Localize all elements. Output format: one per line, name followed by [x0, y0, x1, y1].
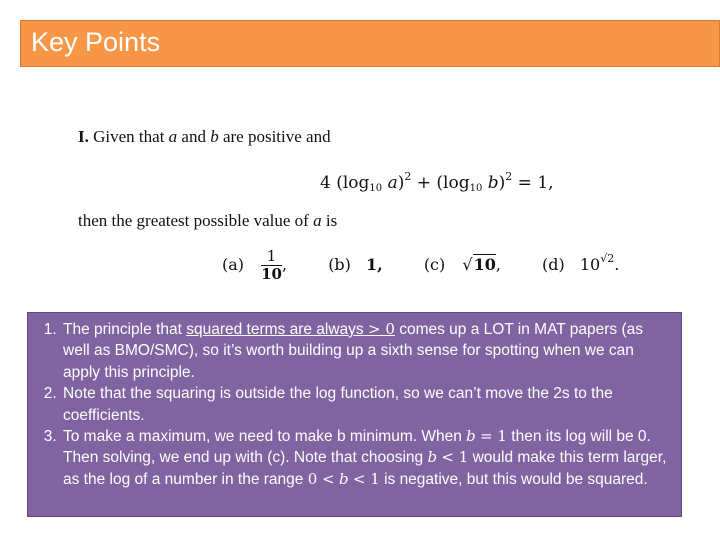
- problem-intro-text: Given that: [93, 127, 165, 146]
- equation-log-2: (log: [436, 173, 470, 193]
- option-c-label: (c): [423, 254, 446, 274]
- equation-base-2: 10: [469, 183, 483, 194]
- option-c: [424, 255, 506, 274]
- page-title: Key Points: [31, 27, 161, 57]
- note-3-math-range-start: 0 <: [307, 469, 335, 488]
- option-c-value: 10: [473, 254, 496, 274]
- option-d-label: (d): [542, 254, 565, 274]
- note-3-text-3: would make this term larger, as the log of a number in the range: [63, 449, 667, 488]
- option-d-period: .: [614, 254, 620, 274]
- problem-question-line: [78, 211, 337, 231]
- equation-coefficient: 4: [320, 173, 331, 193]
- note-3-text-4: is negative, but this would be squared.: [384, 470, 648, 488]
- option-b-value: 1,: [366, 254, 383, 274]
- option-d: [542, 251, 620, 274]
- note-1-underlined: [186, 321, 395, 338]
- note-3-math-lt: < 1: [441, 448, 469, 467]
- note-item-2: [61, 383, 673, 426]
- question-variable: a: [313, 211, 322, 230]
- note-3-math-b3: b: [338, 469, 349, 488]
- variable-a: a: [168, 127, 178, 146]
- option-c-comma: ,: [495, 254, 501, 274]
- equation-arg-b: b: [487, 173, 499, 193]
- variable-b: b: [210, 127, 219, 146]
- notes-list: [28, 313, 681, 490]
- option-a-denominator: 10: [261, 264, 282, 283]
- problem-intro-line: [78, 127, 331, 147]
- option-a: [222, 247, 292, 283]
- note-3-text-2: then its log will be 0. Then solving, we end up with (c). Note that choosing: [63, 428, 651, 467]
- equation-base-1: 10: [369, 183, 383, 194]
- option-d-base: 10: [579, 254, 601, 274]
- problem-number: I.: [78, 127, 89, 146]
- note-3-text-1: To make a maximum, we need to make b minimum. When: [63, 428, 462, 446]
- option-a-numerator: 1: [261, 248, 282, 266]
- equation-power-2: 2: [505, 170, 513, 183]
- option-a-fraction: [261, 248, 282, 282]
- note-1-text-2: squared terms are always: [186, 321, 364, 338]
- option-c-radical: √: [462, 254, 473, 274]
- note-3-math-eq: = 1: [480, 427, 507, 446]
- problem-equation: [320, 170, 554, 194]
- note-1-math: > 0: [368, 320, 395, 338]
- answer-options: [222, 248, 619, 282]
- note-3-math-range-end: < 1: [352, 469, 380, 488]
- option-a-comma: ,: [282, 254, 288, 274]
- question-is: is: [325, 211, 338, 230]
- note-3-math-b2: b: [427, 448, 438, 467]
- note-item-3: [61, 426, 673, 490]
- equation-power-1: 2: [404, 170, 412, 183]
- option-b: [328, 255, 388, 274]
- key-points-notes: [27, 312, 682, 517]
- equation-rhs: = 1,: [517, 173, 554, 193]
- equation-close-2: ): [498, 173, 506, 193]
- option-b-label: (b): [328, 254, 351, 274]
- note-1-text-1: The principle that: [63, 321, 182, 338]
- note-3-math-b: b: [466, 427, 476, 446]
- equation-close-1: ): [397, 173, 405, 193]
- option-a-label: (a): [222, 254, 245, 274]
- equation-plus: +: [416, 173, 431, 193]
- note-item-1: [61, 319, 673, 383]
- equation-log-1: (log: [336, 173, 370, 193]
- note-2-text: Note that the squaring is outside the log function, so we can’t move the 2s to the coefficients.: [63, 385, 613, 424]
- option-c-sqrt: [462, 255, 495, 274]
- equation-arg-a: a: [387, 173, 398, 193]
- note-1-text-3: comes up a LOT in MAT papers (as well as BMO/SMC), so it’s worth building up a sixth sense for spotting when we can apply this principle.: [63, 321, 644, 381]
- question-text: then the greatest possible value of: [78, 211, 309, 230]
- option-d-exponent: √2: [600, 251, 615, 265]
- problem-and: and: [181, 127, 206, 146]
- header-bar: [20, 20, 720, 67]
- problem-intro-text-2: are positive and: [222, 127, 331, 146]
